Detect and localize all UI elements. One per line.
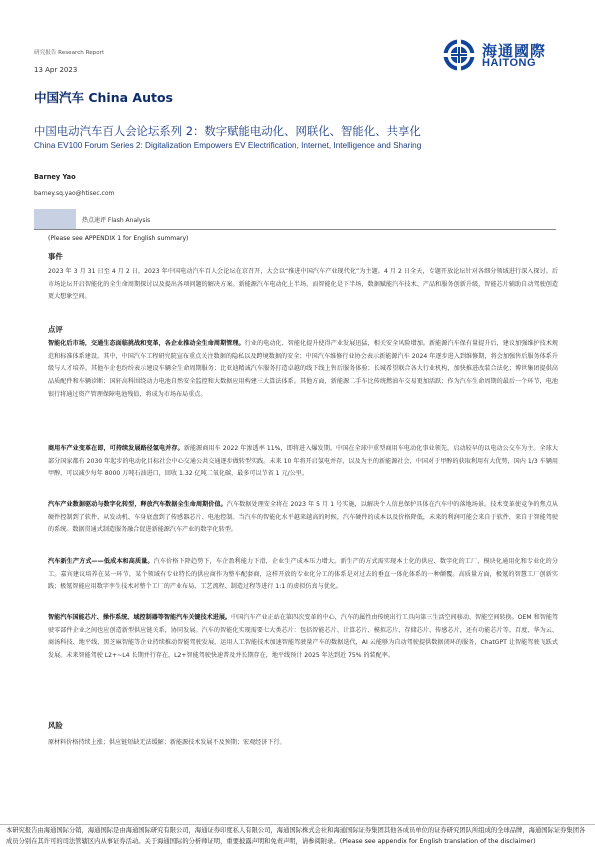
- comment-1-lead: 智能化后市场，交通生态面临挑战和变革，各企业推动全生命周期管理。: [48, 340, 245, 347]
- haitong-emblem-icon: [442, 38, 476, 72]
- report-title-cn: 中国电动汽车百人会论坛系列 2：数字赋能电动化、网联化、智能化、共享化: [34, 124, 421, 138]
- logo-text-en: HAITONG: [482, 57, 537, 69]
- sector-title: 中国汽车 China Autos: [34, 90, 173, 105]
- logo-text-cn: 海通國際: [482, 42, 547, 60]
- report-type-label: 研究报告 Research Report: [34, 50, 105, 56]
- comment-paragraph-4: [48, 556, 558, 594]
- author-name: Barney Yao: [34, 173, 76, 181]
- events-heading: 事件: [48, 252, 63, 261]
- comment-paragraph-5: [48, 612, 558, 663]
- comment-5-body: 中国汽车产业正站在第四次变革的中心，汽车的属性由传统出行工具向第三生活空间移动、智能空间转换。OEM 和智能驾驶零部件企业之间也应创造新型供应链关系，协同发展。汽车的智能化实现需要七大类芯片：包括智能芯片、计算芯片、模拟芯片、存储芯片、传感芯片，还有功能芯片等。百度、华为云、商汤科技、地平线、黑芝麻智能等企业持续推动智能驾驶发展，运用人工智能技术加速智能驾驶量产车的数据迭代，AI 云能够为自动驾驶提供数据闭环的服务，ChatGPT 让智能驾驶飞跃式发展。未来智能驾驶 L2+~L4 长期并行存在，L2+智能驾驶快速普及并长期存在，地平线预计 2025 年达到近 75% 的装配率。: [48, 614, 559, 660]
- report-date: 13 Apr 2023: [34, 66, 78, 74]
- comment-4-lead: 汽车新生产方式——低成本和高质量。: [48, 558, 154, 565]
- comment-paragraph-2: [48, 443, 558, 481]
- haitong-logo: [442, 38, 572, 72]
- comment-2-body: 新能源商用车 2022 年渗透率 11%，即将进入爆发期。中国在全球中重型商用车电动化事业领先，启动较早的以电动公交车为主。全球大部分国家都有 2030 年起步的电动化目标社会中心交通公共交通逐步做转型实践。未来 10 年将开启氢电并存，以及为主的新能源社会，中国对于甲醇的获取利用有大优势，国内 1/3 车辆用甲醇，可以减少每年 8000 万吨石油进口，回收 1.32 亿吨二氧化碳，最多可以节省 1 元/公里。: [48, 445, 558, 478]
- comment-2-lead: 商用车产业变革在即，可持续发展路径氢电并存。: [48, 445, 184, 452]
- comment-1-body: 行业的电动化、智能化提升使得产业发展迅猛，相关安全风险增加。新能源汽车保有量提升后，建议加强维护技术规范和标准体系建设。其中，中国汽车工程研究院宣布重点关注数据的隐私以及跨境数据的安全；中国汽车维修行业协会表示新能源汽车 2024 年逐步进入到维修期，将会加强售后服务体系升级与人才培养。其他车企也纷纷表示建设车辆全生命周期服务；比亚迪精诚汽车服务打造卓越的线下线上售后服务体验；长城希望联合各大行业机构，加快推进改装合法化；博世集团提供高品质配件和车辆诊断；国轩高科围绕动力电池自然安全监控和大数据应用构建三大算法体系。其他方面，新能源二手车比传统燃油车交易更加活跃；作为汽车生命周期的最后一个环节，电池银行将通过资产管理保障电池残值，将成为市场布局重点。: [48, 340, 559, 398]
- comments-heading: 点评: [48, 325, 63, 334]
- comment-paragraph-1: [48, 338, 558, 402]
- flash-analysis-label: 热点速评 Flash Analysis: [82, 217, 151, 224]
- risks-paragraph: 原材料价格持续上涨；供应链短缺无法缓解；新能源技术发展不及预期；宏观经济下行。: [48, 739, 286, 746]
- comment-5-lead: 智能汽车国能芯片、操作系统、域控制器等智能汽车关键技术进展。: [48, 614, 232, 621]
- comment-4-body: 汽车价格下降趋势下，车企盈利能力下滑，企业生产成本压力增大。新生产的方式需实现本土化的供应、数字化的工厂、模块化通用化和专业化的分工。嘉宾建议培养在某一环节，某个领域有专业特长的供应商作为整车配套商，这样开放的专业化分工的体系是对过去的垂直一体化体系的一种颠覆。高质量方面，极氪的智慧工厂创新实践；极氪智能应用数字孪生技术对整个工厂的产业布局、工艺流程、制造过程等进行 1:1 的虚拟仿真与优化。: [48, 558, 558, 591]
- disclaimer-text: 本研究报告由海通国际分销，海通国际是由海通国际研究有限公司，海通证券印度私人有限公司，海通国际株式会社和海通国际证券集团其他各成员单位的证券研究团队所组成的全球品牌，海通国际证券集团各成员分别在其许可的司法管辖区内从事证券活动。关于海通国际的分析师证明，重要披露声明和免责声明，请参阅附录。(Please see appendix for English translation of the disclaimer): [6, 827, 586, 845]
- report-title-en: China EV100 Forum Series 2: Digitalization Empowers EV Electrification, Internet, Intelligence and Sharing: [34, 141, 422, 150]
- divider: [34, 229, 556, 230]
- footer-divider: [0, 824, 595, 825]
- comment-3-lead: 汽车产业数据驱动与数字化转型，释放汽车数据全生命周期价值。: [48, 501, 227, 508]
- comment-paragraph-3: [48, 499, 558, 537]
- risks-heading: 风险: [48, 721, 63, 730]
- appendix-note: (Please see APPENDIX 1 for English summary): [48, 235, 189, 242]
- flash-analysis-marker: [34, 209, 76, 229]
- author-email[interactable]: barney.sq.yao@htisec.com: [34, 190, 115, 197]
- events-paragraph: 2023 年 3 月 31 日至 4 月 2 日，2023 年中国电动汽车百人会论坛在京召开，大会以“推进中国汽车产业现代化”为主题。4 月 2 日全天，专题开放论坛针对各细分领域进行深入探讨。后市场论坛开启智能化的全生命周期探讨以及提出各项问题的解决方案。新能源汽车电动化上半场，而智能化是下半场，数据赋能汽车技术、产品和服务创新升级，智能芯片辅助自动驾驶创造更大想象空间。: [48, 268, 558, 301]
- comment-3-body: 汽车数据处理安全将在 2023 年 5 月 1 号实施，以解决个人信息保护具体在汽车中的落地场景。技术变革使竞争的焦点从硬件控制到了软件，从发动机、车身底盘到了传感器芯片、电池控制。当汽车的智能化水平越来越高的时候，汽车硬件的成本以及价格降低，未来的利润可能会来自于软件，来自于智能驾驶的系统。数据贯通式制造服务融合促进新能源汽车产业的数字化转型。: [48, 501, 559, 534]
